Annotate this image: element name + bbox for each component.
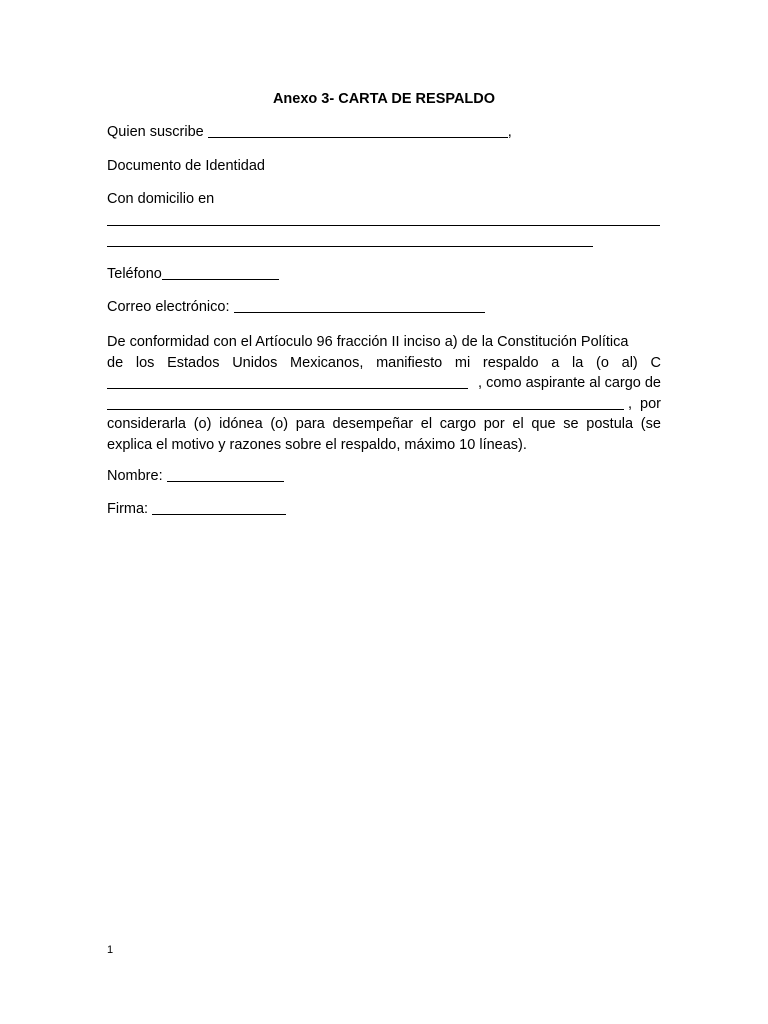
telefono-blank bbox=[162, 279, 279, 280]
domicilio-line bbox=[107, 191, 214, 207]
paragraph-row bbox=[107, 435, 661, 456]
documento-label: Documento de Identidad bbox=[107, 158, 265, 174]
paragraph-word: (o bbox=[596, 354, 609, 371]
document-title: Anexo 3- CARTA DE RESPALDO bbox=[272, 91, 496, 107]
paragraph-row bbox=[107, 373, 661, 394]
quien-suscribe-line bbox=[107, 124, 512, 140]
paragraph-word: considerarla bbox=[107, 416, 186, 433]
paragraph-row bbox=[107, 414, 661, 435]
paragraph-word: que bbox=[531, 416, 556, 433]
page-number: 1 bbox=[107, 944, 114, 956]
paragraph-text: De conformidad con el Artíoculo 96 fracción II inciso a) de la Constitución Política bbox=[107, 334, 629, 350]
paragraph-word: Mexicanos, bbox=[290, 354, 364, 371]
paragraph-word: al) bbox=[621, 354, 638, 371]
paragraph-row bbox=[107, 332, 661, 353]
paragraph-text: , por bbox=[627, 395, 661, 412]
telefono-label: Teléfono bbox=[107, 266, 162, 282]
paragraph-word: postula bbox=[586, 416, 634, 433]
paragraph-word: la bbox=[572, 354, 584, 371]
paragraph-text: , como aspirante al cargo de bbox=[478, 375, 661, 392]
cargo-blank bbox=[107, 409, 624, 410]
domicilio-blank-2-row bbox=[107, 233, 593, 249]
documento-line bbox=[107, 158, 265, 174]
paragraph-word: a bbox=[551, 354, 560, 371]
paragraph-word: el bbox=[420, 416, 433, 433]
firma-label: Firma: bbox=[107, 501, 149, 517]
nombre-line bbox=[107, 468, 284, 484]
candidate-name-blank bbox=[107, 388, 468, 389]
domicilio-label: Con domicilio en bbox=[107, 191, 215, 207]
paragraph-word: cargo bbox=[439, 416, 477, 433]
paragraph-word: Unidos bbox=[232, 354, 278, 371]
domicilio-blank-1 bbox=[107, 225, 660, 226]
paragraph-word: de bbox=[107, 354, 124, 371]
domicilio-blank-2 bbox=[107, 246, 593, 247]
quien-suscribe-label: Quien suscribe bbox=[107, 124, 204, 140]
correo-line bbox=[107, 299, 485, 315]
paragraph-word: los bbox=[135, 354, 155, 371]
paragraph-word: Estados bbox=[167, 354, 220, 371]
correo-blank bbox=[234, 312, 485, 313]
paragraph-word: desempeñar bbox=[332, 416, 414, 433]
nombre-blank bbox=[167, 481, 284, 482]
quien-suscribe-comma: , bbox=[507, 124, 512, 140]
paragraph-word: (o) bbox=[193, 416, 212, 433]
paragraph-word: respaldo bbox=[482, 354, 539, 371]
paragraph-text: explica el motivo y razones sobre el respaldo, máximo 10 líneas). bbox=[107, 436, 527, 453]
paragraph-word: idónea bbox=[219, 416, 263, 433]
paragraph-word: mi bbox=[454, 354, 471, 371]
firma-line bbox=[107, 501, 286, 517]
correo-label: Correo electrónico: bbox=[107, 299, 230, 315]
nombre-label: Nombre: bbox=[107, 468, 163, 484]
quien-suscribe-blank bbox=[208, 137, 508, 138]
telefono-line bbox=[107, 266, 279, 282]
paragraph-word: (o) bbox=[270, 416, 289, 433]
paragraph-word: manifiesto bbox=[376, 354, 443, 371]
domicilio-blank-1-row bbox=[107, 212, 660, 228]
paragraph-word: por bbox=[483, 416, 505, 433]
paragraph-word: se bbox=[563, 416, 579, 433]
paragraph-word: C bbox=[650, 354, 661, 371]
firma-blank bbox=[152, 514, 286, 515]
paragraph-word: el bbox=[512, 416, 524, 433]
paragraph-row bbox=[107, 394, 661, 415]
paragraph-row bbox=[107, 353, 661, 374]
letter-body bbox=[107, 0, 661, 1024]
paragraph-word: para bbox=[295, 416, 325, 433]
paragraph-word: (se bbox=[640, 416, 661, 433]
support-paragraph bbox=[107, 332, 661, 456]
